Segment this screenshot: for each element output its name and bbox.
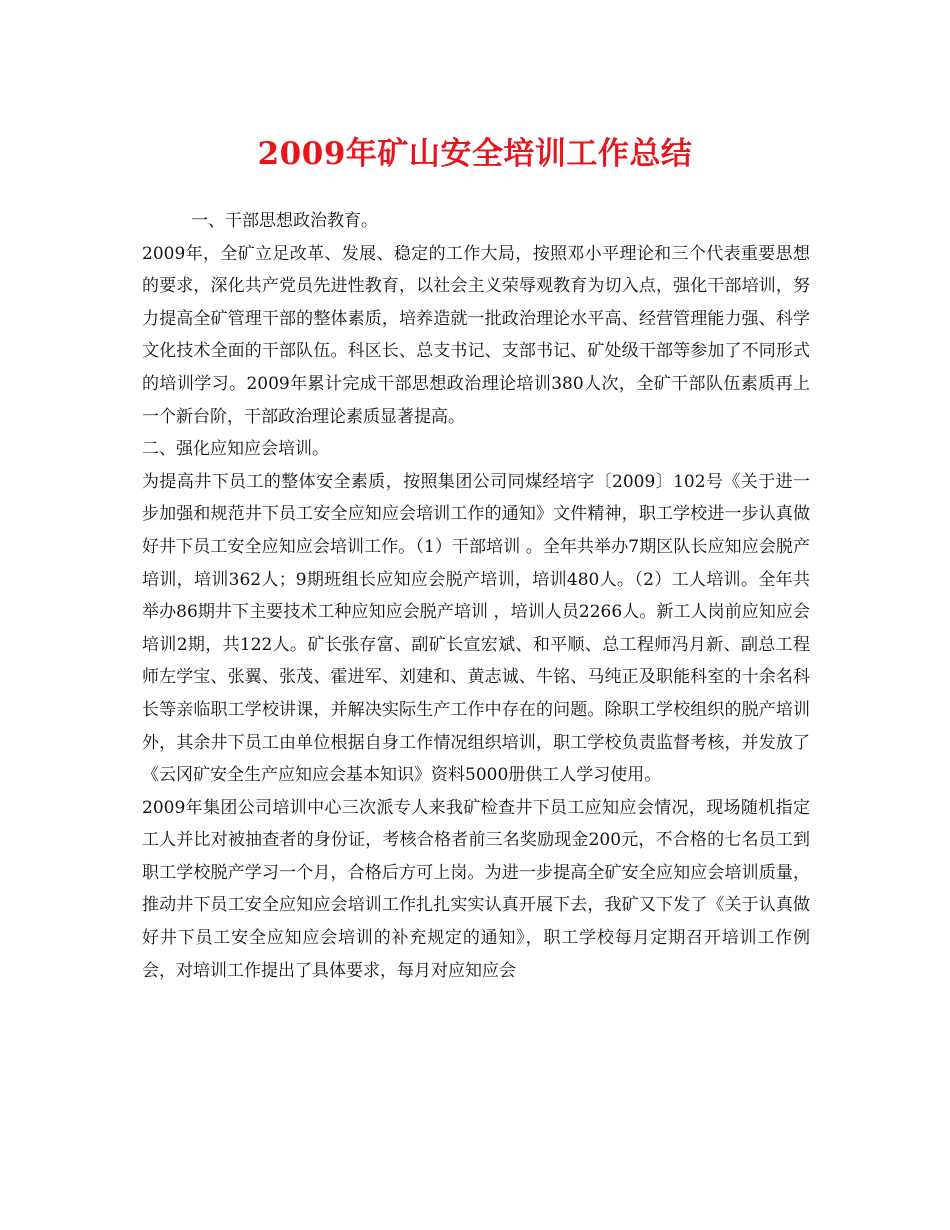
section-heading-1: 一、干部思想政治教育。 (191, 211, 378, 231)
document-title: 2009年矿山安全培训工作总结 (257, 136, 693, 172)
section-heading-2: 二、强化应知应会培训。 (142, 439, 329, 460)
paragraph-2: 为提高井下员工的整体安全素质，按照集团公司同煤经培字〔2009〕102号《关于进一步加强和规范井下员工安全应知应会培训工作的通知》文件精神，职工学校进一步认真做好井下员工安全应知应会培训工作。（1）干部培训 。全年共举办7期区队长应知应会脱产培训，培训362人；9期班组长应知应会脱产培训，培训480人。（2）工人培训。全年共举办86期井下主要技术工种应知应会脱产培训 ，培训人员2266人。新工人岗前应知应会培训2期，共122人。矿长张存富、副矿长宣宏斌、和平顺、总工程师冯月新、副总工程师左学宝、张翼、张茂、霍进军、刘建和、黄志诚、牛铭、马纯正及职能科室的十余名科长等亲临职工学校讲课，并解决实际生产工作中存在的问题。除职工学校组织的脱产培训外，其余井下员工由单位根据自身工作情况组织培训，职工学校负责监督考核，并发放了《云冈矿安全生产应知应会基本知识》资料5000册供工人学习使用。 (142, 471, 810, 786)
document-body (142, 205, 810, 987)
paragraph-1: 2009年，全矿立足改革、发展、稳定的工作大局，按照邓小平理论和三个代表重要思想的要求，深化共产党员先进性教育，以社会主义荣辱观教育为切入点，强化干部培训，努力提高全矿管理干部的整体素质，培养造就一批政治理论水平高、经营管理能力强、科学文化技术全面的干部队伍。科区长、总支书记、支部书记、矿处级干部等参加了不同形式的培训学习。2009年累计完成干部思想政治理论培训380人次，全矿干部队伍素质再上一个新台阶，干部政治理论素质显著提高。 (142, 243, 810, 427)
paragraph-3: 2009年集团公司培训中心三次派专人来我矿检查井下员工应知应会情况，现场随机指定工人并比对被抽查者的身份证，考核合格者前三名奖励现金200元，不合格的七名员工到职工学校脱产学习一个月，合格后方可上岗。为进一步提高全矿安全应知应会培训质量，推动井下员工安全应知应会培训工作扎扎实实认真开展下去，我矿又下发了《关于认真做好井下员工安全应知应会培训的补充规定的通知》，职工学校每月定期召开培训工作例会，对培训工作提出了具体要求，每月对应知应会 (142, 797, 810, 981)
